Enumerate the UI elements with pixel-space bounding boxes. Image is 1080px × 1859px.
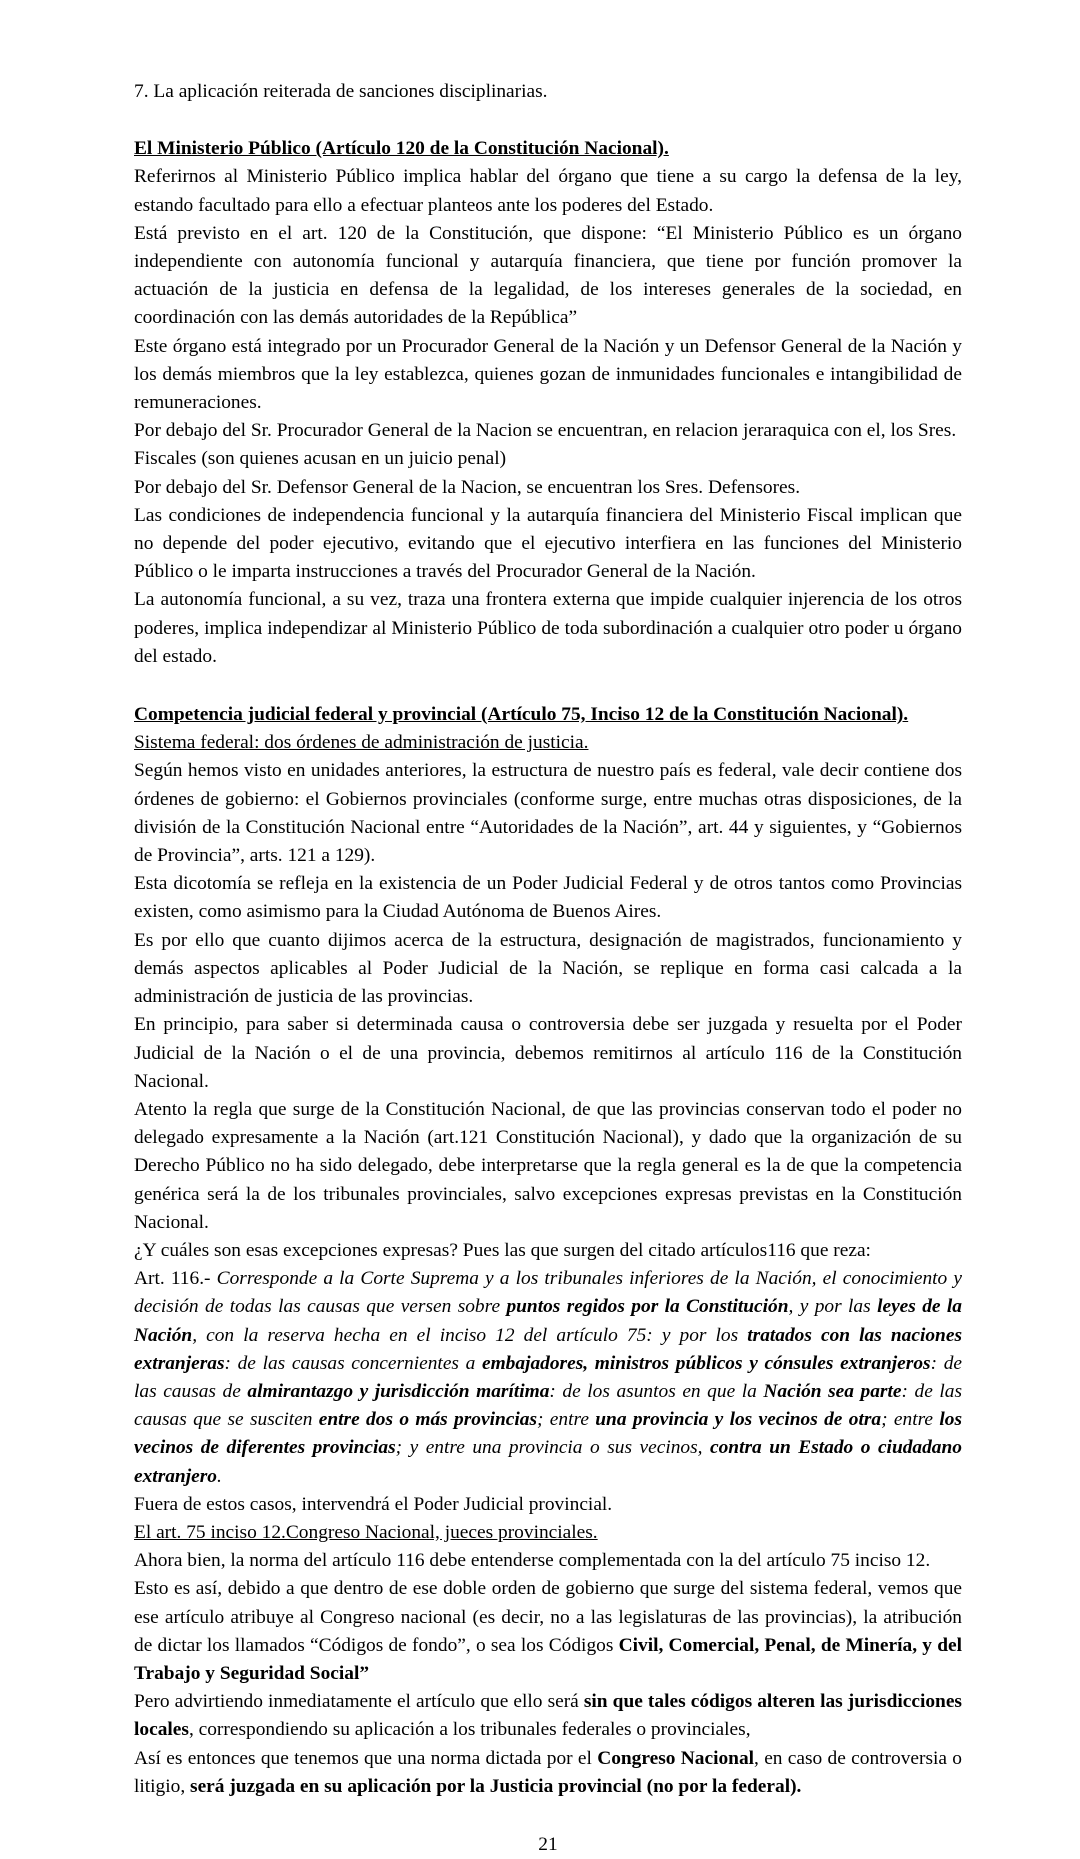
art116-segment-10: ; y entre una provincia o sus vecinos,: [395, 1437, 710, 1459]
paragraph-fuera-de-estos-casos: Fuera de estos casos, intervendrá el Poder Judicial provincial.: [134, 1493, 613, 1515]
paragraph-esta-previsto: Está previsto en el art. 120 de la Constitución, que dispone: “El Ministerio Público es un órgano independiente con autonomía funcional y autarquía financiera, que tiene por función promover la actuación de la justicia en defensa de la legalidad, de los intereses generales de la sociedad, en coordinación con las demás autoridades de la República”: [134, 222, 962, 329]
art116-segment-7: : de las causas que se susciten: [134, 1380, 963, 1431]
heading-ministerio-publico: El Ministerio Público (Artículo 120 de la Constitución Nacional).: [134, 138, 669, 160]
art116-emphasis-7: entre dos o más provincias: [318, 1409, 537, 1431]
art116-emphasis-8: una provincia y los vecinos de otra: [595, 1409, 882, 1431]
paragraph-referirnos: Referirnos al Ministerio Público implica hablar del órgano que tiene a su cargo la defensa de la ley, estando facultado para ello a efectuar planteos ante los poderes del Estado.: [134, 166, 962, 216]
list-item-7: 7. La aplicación reiterada de sanciones disciplinarias.: [134, 81, 548, 102]
pero-advirtiendo-segment-2: , correspondiendo su aplicación a los tribunales federales o provinciales,: [188, 1719, 751, 1741]
paragraph-por-debajo-procurador: Por debajo del Sr. Procurador General de la Nacion se encuentran, en relacion jeraraquica con el, los Sres.: [134, 420, 957, 442]
document-body: [134, 78, 962, 1859]
art116-segment-3: , con la reserva hecha en el inciso 12 del artículo 75: y por los: [192, 1324, 748, 1346]
paragraph-es-por-ello: Es por ello que cuanto dijimos acerca de la estructura, designación de magistrados, funcionamiento y demás aspectos aplicables al Poder Judicial de la Nación, se replique en forma casi calcada a la administración de justicia de las provincias.: [134, 929, 962, 1008]
paragraph-pero-advirtiendo: [134, 1688, 962, 1744]
art116-emphasis-3: tratados con las naciones extranjeras: [134, 1324, 962, 1374]
paragraph-esto-es-asi: [134, 1575, 962, 1688]
esto-es-asi-emphasis-1: Civil, Comercial, Penal, de Minería, y del Trabajo y Seguridad Social”: [134, 1634, 962, 1684]
art116-emphasis-10: contra un Estado o ciudadano extranjero: [134, 1437, 962, 1487]
paragraph-ahora-bien: Ahora bien, la norma del artículo 116 debe entenderse complementada con la del artículo 75 inciso 12.: [134, 1550, 931, 1572]
paragraph-este-organo: Este órgano está integrado por un Procurador General de la Nación y un Defensor General de la Nación y los demás miembros que la ley establezca, quienes gozan de inmunidades funcionales e intangibilidad de remuneraciones.: [134, 335, 962, 414]
pero-advirtiendo-emphasis-1: sin que tales códigos alteren las jurisdicciones locales: [134, 1691, 962, 1741]
paragraph-la-autonomia: La autonomía funcional, a su vez, traza una frontera externa que impide cualquier injerencia de los otros poderes, implica independizar al Ministerio Público de toda subordinación a cualquier otro poder u órgano del estado.: [134, 589, 962, 667]
art116-segment-6: : de los asuntos en que la: [549, 1380, 764, 1402]
art116-emphasis-4: embajadores, ministros públicos y cónsules extranjeros: [481, 1352, 931, 1374]
paragraph-asi-es-entonces: [134, 1745, 962, 1801]
heading-competencia-judicial: Competencia judicial federal y provincial (Artículo 75, Inciso 12 de la Constitución Nacional).: [134, 704, 909, 726]
asi-es-entonces-emphasis-1: Congreso Nacional: [597, 1747, 755, 1769]
art116-segment-2: , y por las: [788, 1296, 878, 1318]
art116-emphasis-6: Nación sea parte: [763, 1380, 902, 1402]
art116-emphasis-2: leyes de la Nación: [134, 1296, 962, 1346]
art116-segment-4: : de las causas concernientes a: [224, 1352, 482, 1374]
art116-emphasis-1: puntos regidos por la Constitución: [506, 1296, 789, 1318]
asi-es-entonces-emphasis-2: será juzgada en su aplicación por la Justicia provincial (no por la federal).: [190, 1775, 802, 1797]
paragraph-en-principio: En principio, para saber si determinada causa o controversia debe ser juzgada y resuelta por el Poder Judicial de la Nación o el de una provincia, debemos remitirnos al artículo 116 de la Constitución Nacional.: [134, 1014, 962, 1092]
subheading-sistema-federal: Sistema federal: dos órdenes de administración de justicia.: [134, 732, 589, 754]
paragraph-atento-la-regla: Atento la regla que surge de la Constitución Nacional, de que las provincias conservan todo el poder no delegado expresamente a la Nación (art.121 Constitución Nacional), y dado que la organización de su Derecho Público no ha sido delegado, debe interpretarse que la regla general es la de que la competencia genérica será la de los tribunales provinciales, salvo excepciones expresas previstas en la Constitución Nacional.: [134, 1098, 962, 1233]
paragraph-y-cuales-excepciones: ¿Y cuáles son esas excepciones expresas? Pues las que surgen del citado artículos116 que reza:: [134, 1239, 871, 1261]
spacer: [134, 671, 962, 701]
art116-label: Art. 116.-: [134, 1268, 211, 1290]
asi-es-entonces-segment-1: Así es entonces que tenemos que una norma dictada por el: [134, 1747, 598, 1769]
spacer: [134, 106, 962, 135]
art116-segment-9: ; entre: [881, 1409, 940, 1431]
esto-es-asi-segment-1: Esto es así, debido a que dentro de ese doble orden de gobierno que surge del sistema federal, vemos que ese artículo atribuye al Congreso nacional (es decir, no a las legislaturas de las provincias), la atribución de dictar los llamados “Códigos de fondo”, o sea los Códigos: [134, 1578, 962, 1656]
paragraph-fiscales: Fiscales (son quienes acusan en un juicio penal): [134, 448, 507, 470]
art116-segment-1: Corresponde a la Corte Suprema y a los tribunales inferiores de la Nación, el conocimiento y decisión de todas las causas que versen sobre: [134, 1268, 962, 1318]
art116-emphasis-9: los vecinos de diferentes provincias: [134, 1409, 962, 1459]
paragraph-esta-dicotomia: Esta dicotomía se refleja en la existencia de un Poder Judicial Federal y de otros tantos como Provincias existen, como asimismo para la Ciudad Autónoma de Buenos Aires.: [134, 873, 962, 923]
art116-emphasis-5: almirantazgo y jurisdicción marítima: [247, 1380, 550, 1402]
pero-advirtiendo-segment-1: Pero advirtiendo inmediatamente el artículo que ello será: [134, 1691, 584, 1713]
quote-articulo-116: [134, 1265, 962, 1491]
art116-segment-5: : de las causas de: [134, 1352, 962, 1402]
paragraph-segun-hemos-visto: Según hemos visto en unidades anteriores, la estructura de nuestro país es federal, vale decir contiene dos órdenes de gobierno: el Gobiernos provinciales (conforme surge, entre muchas otras disposiciones, de la división de la Constitución Nacional entre “Autoridades de la Nación”, art. 44 y siguientes, y “Gobiernos de Provincia”, arts. 121 a 129).: [134, 760, 962, 867]
page-number: 21: [538, 1833, 558, 1855]
subheading-art-75-inciso-12: El art. 75 inciso 12.Congreso Nacional, jueces provinciales.: [134, 1521, 598, 1543]
paragraph-por-debajo-defensor: Por debajo del Sr. Defensor General de la Nacion, se encuentran los Sres. Defensores.: [134, 476, 801, 498]
art116-segment-8: ; entre: [537, 1409, 596, 1431]
paragraph-las-condiciones: Las condiciones de independencia funcional y la autarquía financiera del Ministerio Fiscal implican que no depende del poder ejecutivo, evitando que el ejecutivo interfiera en las funciones del Ministerio Público o le imparta instrucciones a través del Procurador General de la Nación.: [134, 504, 962, 583]
art116-segment-11: .: [216, 1465, 222, 1487]
asi-es-entonces-segment-2: , en caso de controversia o litigio,: [134, 1747, 962, 1797]
